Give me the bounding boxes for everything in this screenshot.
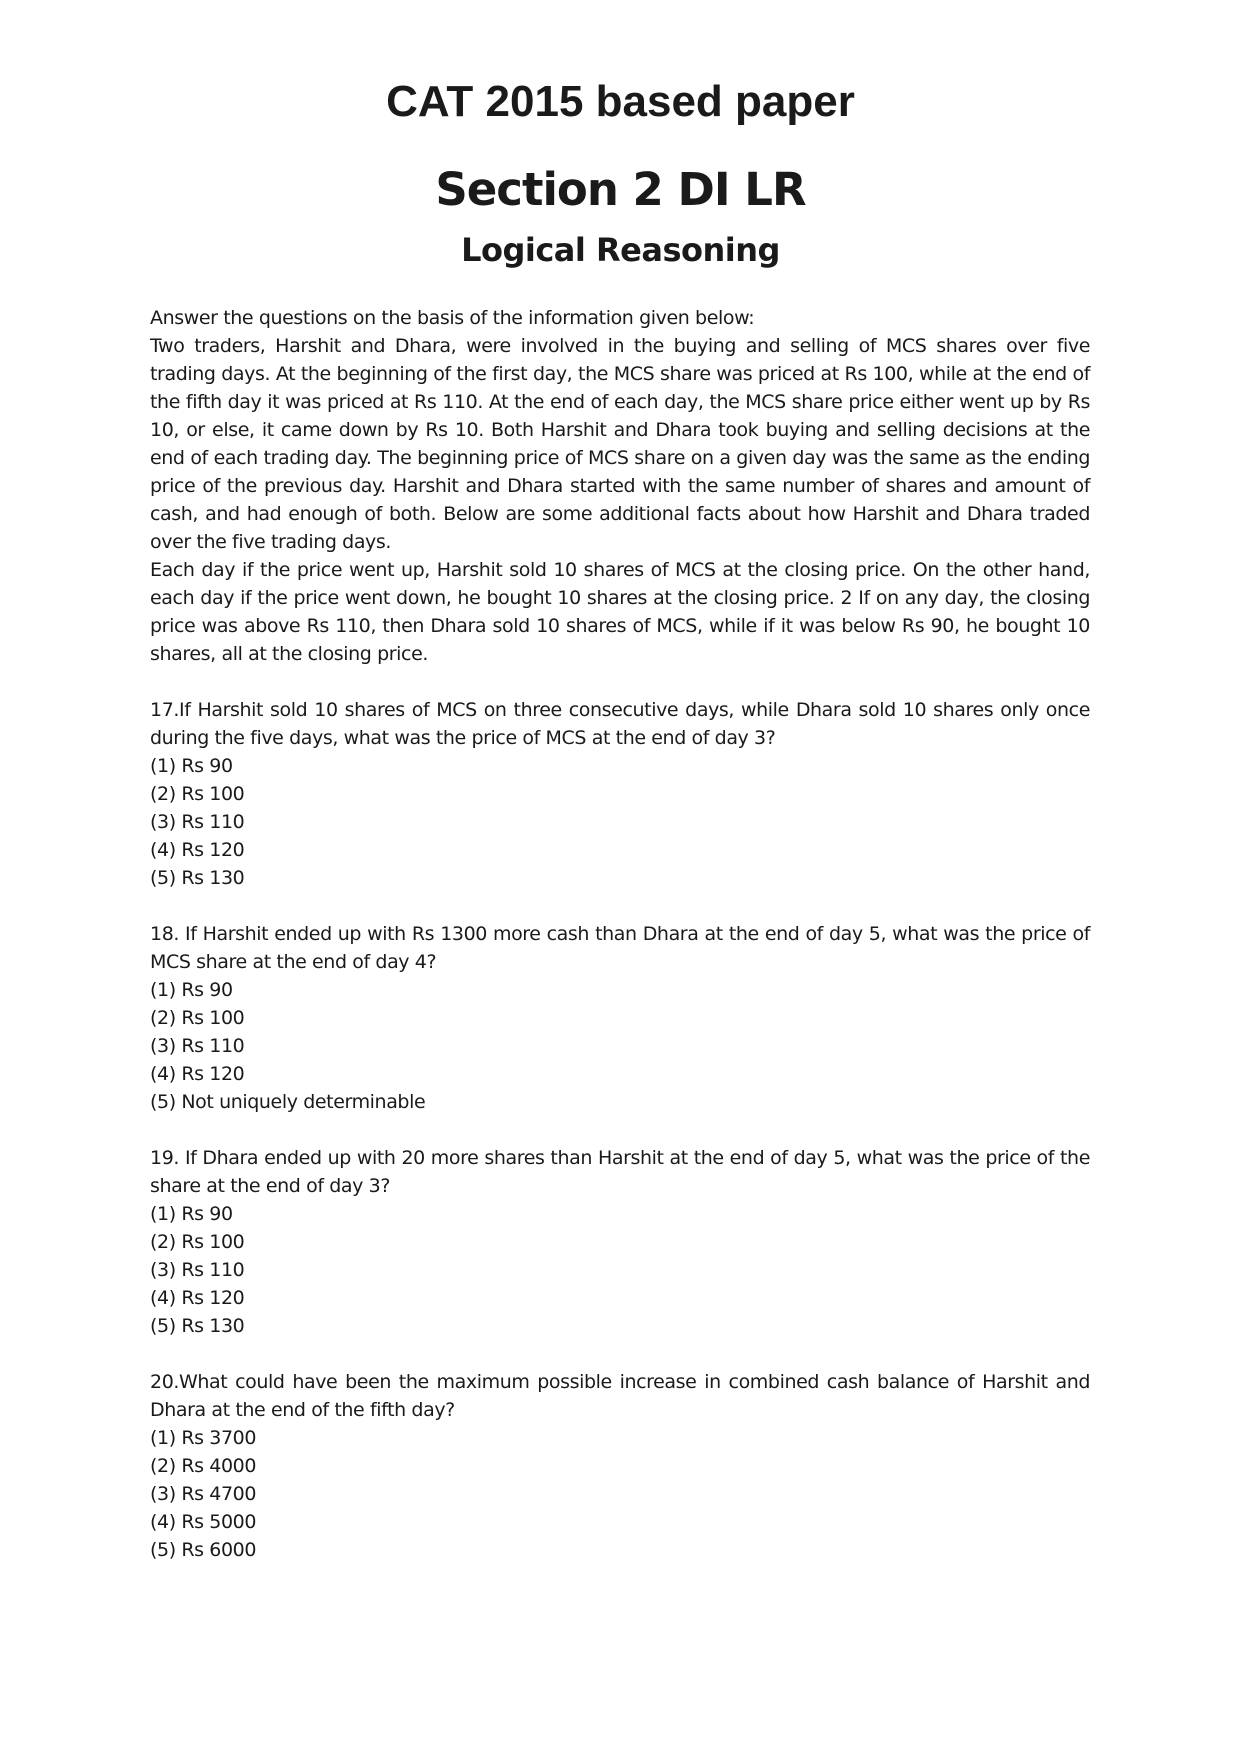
- question-18: [150, 920, 1090, 1116]
- option-item: (3) Rs 110: [150, 1259, 245, 1281]
- question-17: [150, 696, 1090, 892]
- option-item: (3) Rs 110: [150, 1035, 245, 1057]
- paper-title: CAT 2015 based paper: [386, 77, 855, 126]
- passage-paragraph-1: Two traders, Harshit and Dhara, were involved in the buying and selling of MCS shares over five trading days. At the beginning of the first day, the MCS share was priced at Rs 100, while at the end of the fifth day it was priced at Rs 110. At the end of each day, the MCS share price either went up by Rs 10, or else, it came down by Rs 10. Both Harshit and Dhara took buying and selling decisions at the end of each trading day. The beginning price of MCS share on a given day was the same as the ending price of the previous day. Harshit and Dhara started with the same number of shares and amount of cash, and had enough of both. Below are some additional facts about how Harshit and Dhara traded over the five trading days.: [150, 335, 1090, 553]
- option-list: [150, 976, 1090, 1116]
- option-item: (5) Rs 6000: [150, 1539, 257, 1561]
- option-item: (3) Rs 4700: [150, 1483, 257, 1505]
- option-item: (5) Rs 130: [150, 1315, 245, 1337]
- option-item: (4) Rs 120: [150, 1287, 245, 1309]
- option-item: (1) Rs 90: [150, 979, 233, 1001]
- option-list: [150, 1424, 1090, 1564]
- option-item: (4) Rs 5000: [150, 1511, 257, 1533]
- option-item: (3) Rs 110: [150, 811, 245, 833]
- intro-line: Answer the questions on the basis of the information given below:: [150, 307, 755, 329]
- subsection-title: Logical Reasoning: [461, 231, 780, 269]
- question-text: 20.What could have been the maximum possible increase in combined cash balance of Harshit and Dhara at the end of the fifth day?: [150, 1371, 1090, 1421]
- option-list: [150, 752, 1090, 892]
- question-text: 18. If Harshit ended up with Rs 1300 more cash than Dhara at the end of day 5, what was the price of MCS share at the end of day 4?: [150, 923, 1090, 973]
- question-text: 19. If Dhara ended up with 20 more shares than Harshit at the end of day 5, what was the price of the share at the end of day 3?: [150, 1147, 1090, 1197]
- question-text: 17.If Harshit sold 10 shares of MCS on three consecutive days, while Dhara sold 10 shares only once during the five days, what was the price of MCS at the end of day 3?: [150, 699, 1090, 749]
- option-item: (2) Rs 100: [150, 1231, 245, 1253]
- option-item: (2) Rs 100: [150, 783, 245, 805]
- option-list: [150, 1200, 1090, 1340]
- option-item: (1) Rs 90: [150, 1203, 233, 1225]
- section-title: Section 2 DI LR: [435, 163, 806, 216]
- option-item: (2) Rs 4000: [150, 1455, 257, 1477]
- passage-paragraph-2: Each day if the price went up, Harshit sold 10 shares of MCS at the closing price. On the other hand, each day if the price went down, he bought 10 shares at the closing price. 2 If on any day, the closing price was above Rs 110, then Dhara sold 10 shares of MCS, while if it was below Rs 90, he bought 10 shares, all at the closing price.: [150, 559, 1090, 665]
- option-item: (2) Rs 100: [150, 1007, 245, 1029]
- document-body: [150, 304, 1090, 1564]
- question-20: [150, 1368, 1090, 1564]
- option-item: (5) Rs 130: [150, 867, 245, 889]
- option-item: (5) Not uniquely determinable: [150, 1091, 426, 1113]
- question-19: [150, 1144, 1090, 1340]
- option-item: (4) Rs 120: [150, 839, 245, 861]
- option-item: (4) Rs 120: [150, 1063, 245, 1085]
- option-item: (1) Rs 3700: [150, 1427, 257, 1449]
- option-item: (1) Rs 90: [150, 755, 233, 777]
